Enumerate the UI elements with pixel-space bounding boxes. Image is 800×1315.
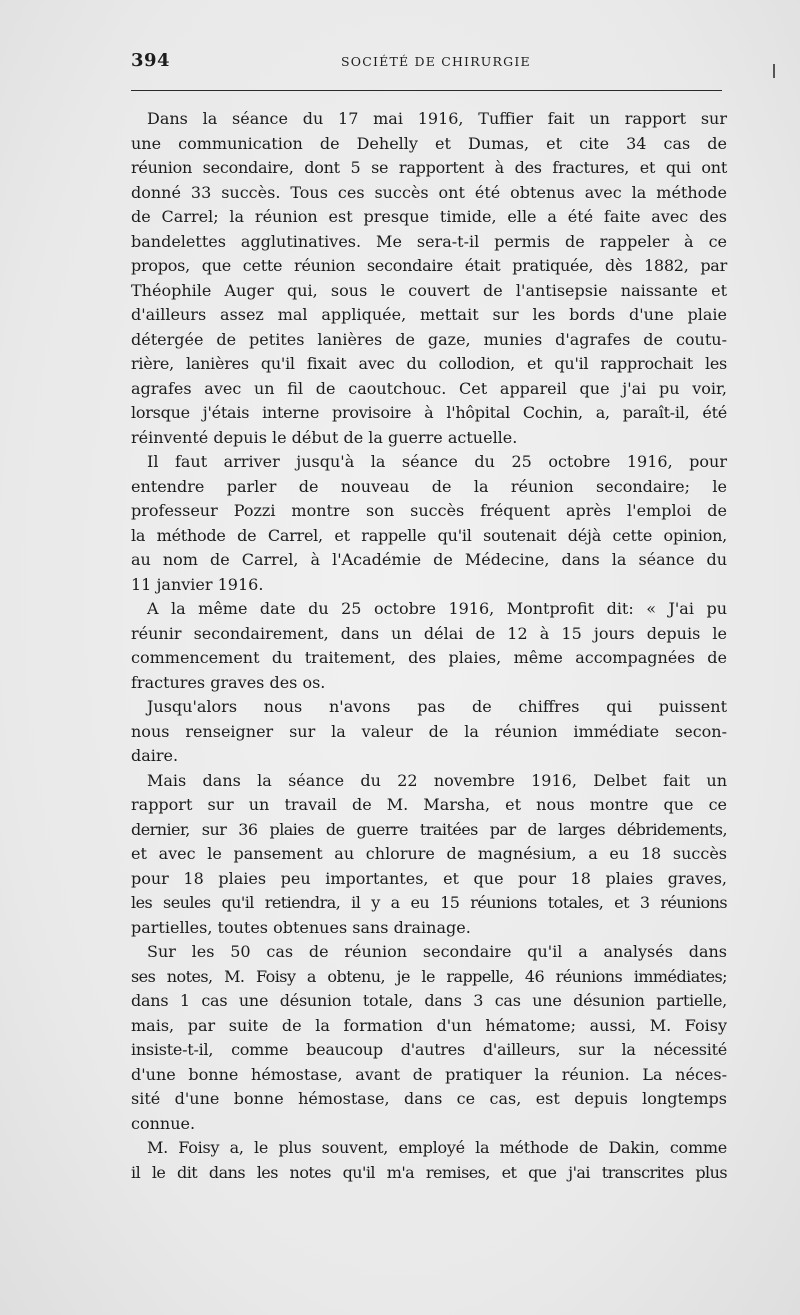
text-line: partielles, toutes obtenues sans drainage.: [131, 917, 471, 937]
text-line: professeur Pozzi montre son succès fréquent après l'emploi de: [131, 501, 727, 520]
text-line: rapport sur un travail de M. Marsha, et nous montre que ce: [131, 795, 727, 814]
text-line: la méthode de Carrel, et rappelle qu'il soutenait déjà cette opinion,: [131, 525, 727, 545]
text-line: réinventé depuis le début de la guerre actuelle.: [131, 427, 518, 447]
text-line: A la même date du 25 octobre 1916, Montprofit dit: « J'ai pu: [147, 599, 727, 618]
text-line: entendre parler de nouveau de la réunion secondaire; le: [131, 476, 727, 496]
text-line: dans 1 cas une désunion totale, dans 3 cas une désunion partielle,: [131, 991, 727, 1010]
text-line: les seules qu'il retiendra, il y a eu 15 réunions totales, et 3 réunions: [131, 893, 727, 912]
text-line: Mais dans la séance du 22 novembre 1916, Delbet fait un: [147, 770, 727, 790]
text-line: donné 33 succès. Tous ces succès ont été obtenus avec la méthode: [131, 182, 727, 202]
page-number: 394: [131, 50, 171, 71]
text-line: ses notes, M. Foisy a obtenu, je le rappelle, 46 réunions immédiates;: [131, 966, 727, 986]
text-line: de Carrel; la réunion est presque timide, elle a été faite avec des: [131, 207, 727, 226]
text-line: et avec le pansement au chlorure de magnésium, a eu 18 succès: [131, 844, 727, 863]
text-line: insiste-t-il, comme beaucoup d'autres d'ailleurs, sur la nécessité: [131, 1040, 727, 1059]
text-line: d'une bonne hémostase, avant de pratiquer la réunion. La néces-: [131, 1064, 727, 1084]
running-head: SOCIÉTÉ DE CHIRURGIE: [341, 54, 531, 69]
text-line: dernier, sur 36 plaies de guerre traitées par de larges débridements,: [131, 819, 727, 839]
text-line: M. Foisy a, le plus souvent, employé la méthode de Dakin, comme: [147, 1138, 727, 1157]
text-line: mais, par suite de la formation d'un hématome; aussi, M. Foisy: [131, 1015, 727, 1035]
margin-mark: [773, 64, 775, 78]
text-line: au nom de Carrel, à l'Académie de Médecine, dans la séance du: [131, 550, 727, 569]
text-line: pour 18 plaies peu importantes, et que pour 18 plaies graves,: [131, 868, 727, 888]
text-line: sité d'une bonne hémostase, dans ce cas, est depuis longtemps: [131, 1089, 727, 1108]
text-line: lorsque j'étais interne provisoire à l'hôpital Cochin, a, paraît-il, été: [131, 403, 727, 422]
text-line: réunion secondaire, dont 5 se rapportent à des fractures, et qui ont: [131, 158, 727, 177]
text-line: détergée de petites lanières de gaze, munies d'agrafes de coutu-: [131, 329, 727, 349]
header-rule: [131, 90, 722, 91]
text-line: fractures graves des os.: [131, 672, 326, 692]
text-line: commencement du traitement, des plaies, même accompagnées de: [131, 648, 727, 667]
text-line: connue.: [131, 1113, 196, 1133]
text-line: d'ailleurs assez mal appliquée, mettait sur les bords d'une plaie: [131, 305, 727, 324]
text-line: 11 janvier 1916.: [131, 574, 264, 594]
text-line: réunir secondairement, dans un délai de 12 à 15 jours depuis le: [131, 623, 727, 643]
page-header: [131, 50, 727, 76]
body-text: [131, 107, 727, 1185]
text-line: Dans la séance du 17 mai 1916, Tuffier fait un rapport sur: [147, 109, 727, 128]
text-line: il le dit dans les notes qu'il m'a remises, et que j'ai transcrites plus: [131, 1162, 727, 1182]
text-line: agrafes avec un fil de caoutchouc. Cet appareil que j'ai pu voir,: [131, 378, 727, 398]
text-line: nous renseigner sur la valeur de la réunion immédiate secon-: [131, 721, 727, 741]
text-line: rière, lanières qu'il fixait avec du collodion, et qu'il rapprochait les: [131, 354, 727, 373]
text-line: Théophile Auger qui, sous le couvert de l'antisepsie naissante et: [131, 280, 727, 300]
text-line: propos, que cette réunion secondaire était pratiquée, dès 1882, par: [131, 256, 727, 275]
text-line: Sur les 50 cas de réunion secondaire qu'il a analysés dans: [147, 942, 727, 961]
text-line: daire.: [131, 746, 179, 765]
text-line: bandelettes agglutinatives. Me sera-t-il permis de rappeler à ce: [131, 231, 727, 251]
text-line: Il faut arriver jusqu'à la séance du 25 octobre 1916, pour: [147, 452, 727, 471]
text-line: Jusqu'alors nous n'avons pas de chiffres qui puissent: [147, 697, 727, 716]
text-line: une communication de Dehelly et Dumas, et cite 34 cas de: [131, 133, 727, 153]
